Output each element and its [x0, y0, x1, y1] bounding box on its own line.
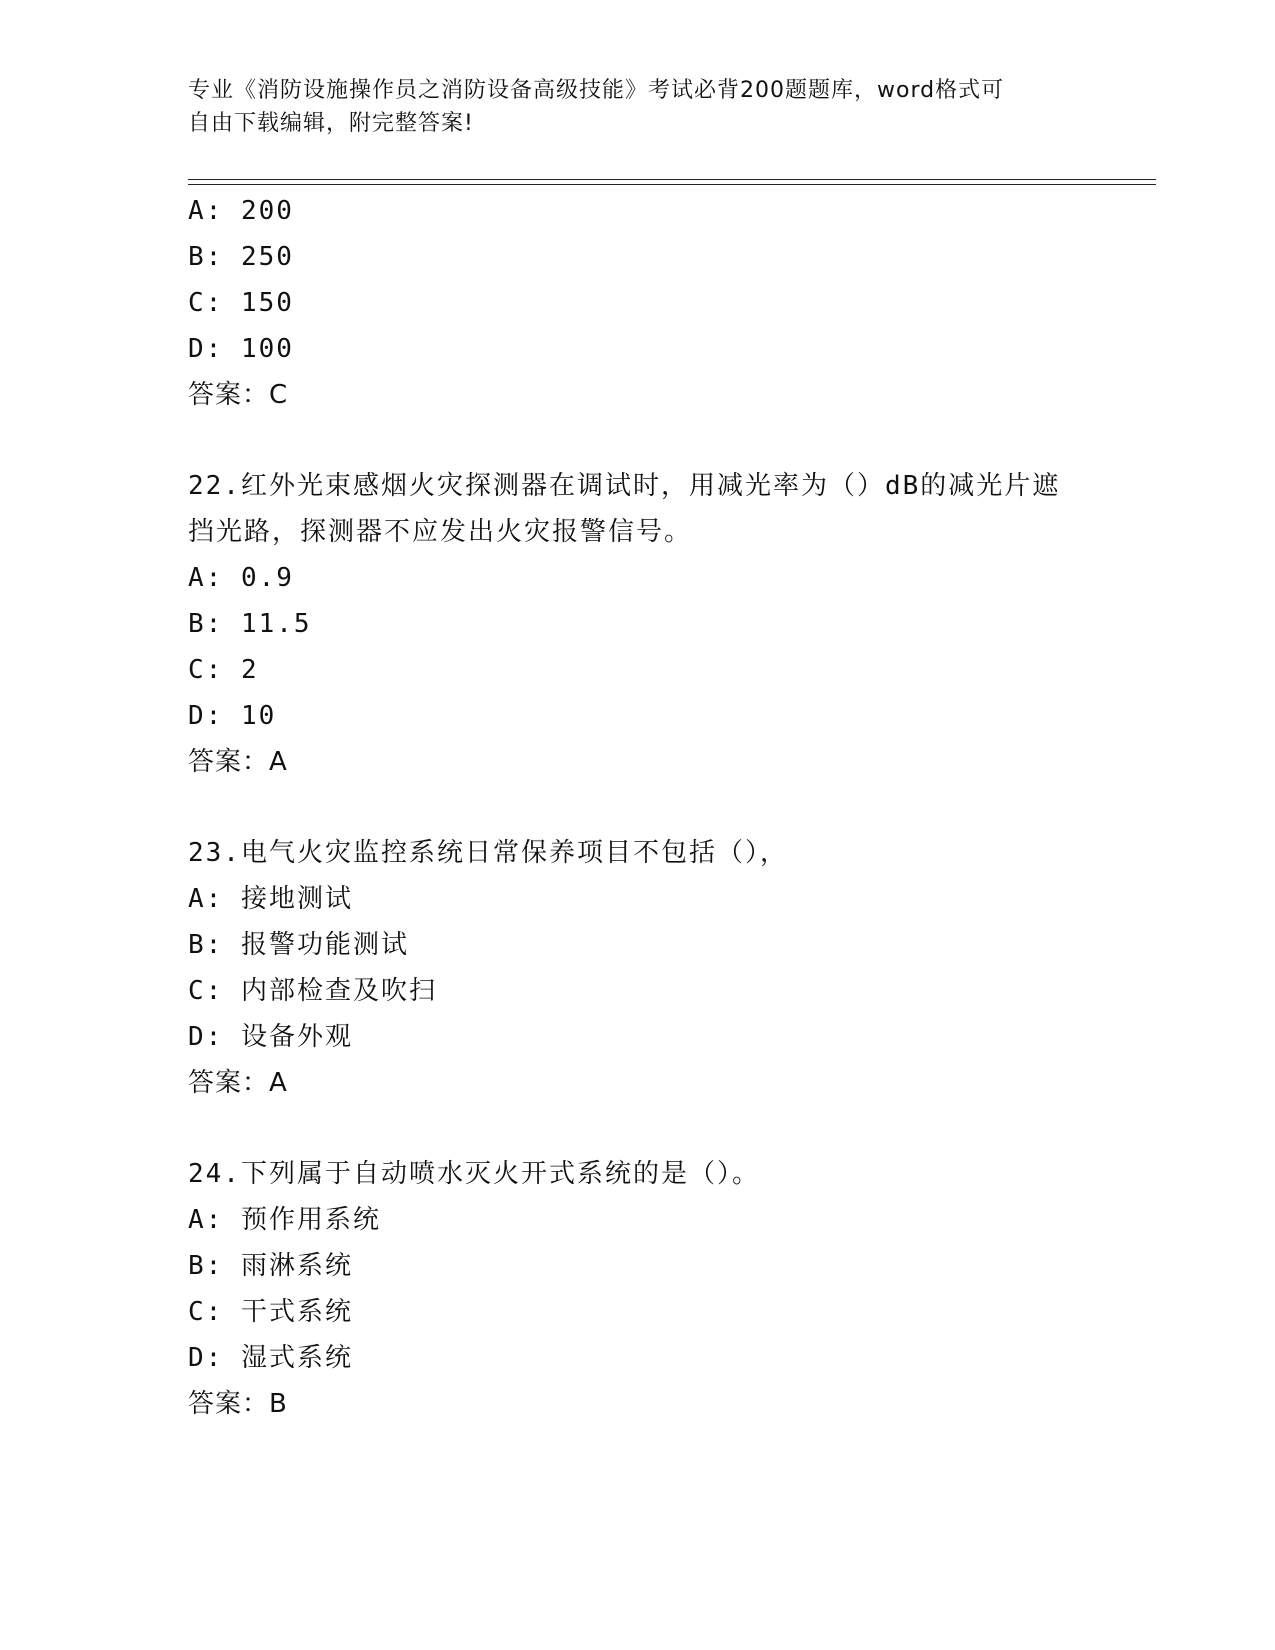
- header-divider-top: [188, 179, 1156, 180]
- option-b: B: 11.5: [188, 609, 312, 639]
- option-b: B: 雨淋系统: [188, 1251, 353, 1281]
- header-divider-bottom: [188, 184, 1156, 185]
- question-list: [188, 188, 1128, 1427]
- answer: 答案：B: [188, 1389, 288, 1419]
- option-b: B: 报警功能测试: [188, 930, 409, 960]
- header-line-2: 自由下载编辑，附完整答案!: [188, 111, 474, 136]
- answer: 答案：A: [188, 1068, 288, 1098]
- option-d: D: 湿式系统: [188, 1343, 353, 1373]
- header-line-1: 专业《消防设施操作员之消防设备高级技能》考试必背200题题库，word格式可: [188, 78, 1005, 103]
- option-a: A: 预作用系统: [188, 1205, 381, 1235]
- option-a: A: 接地测试: [188, 884, 353, 914]
- question-text: 24.下列属于自动喷水灭火开式系统的是（）。: [188, 1159, 760, 1189]
- question-22: [188, 463, 1128, 785]
- option-a: A: 0.9: [188, 563, 294, 593]
- option-d: D: 100: [188, 334, 294, 364]
- option-c: C: 干式系统: [188, 1297, 353, 1327]
- option-d: D: 10: [188, 701, 277, 731]
- question-24: [188, 1151, 1128, 1427]
- option-a: A: 200: [188, 196, 294, 226]
- question-text: 23.电气火灾监控系统日常保养项目不包括（），: [188, 838, 788, 868]
- question-text-line-1: 22.红外光束感烟火灾探测器在调试时，用减光率为（）dB的减光片遮: [188, 471, 1061, 501]
- option-c: C: 150: [188, 288, 294, 318]
- question-text-line-2: 挡光路，探测器不应发出火灾报警信号。: [188, 517, 693, 547]
- document-header: [188, 74, 1088, 140]
- question-23: [188, 830, 1128, 1106]
- option-c: C: 内部检查及吹扫: [188, 976, 437, 1006]
- question-21: [188, 188, 1128, 418]
- option-b: B: 250: [188, 242, 294, 272]
- option-c: C: 2: [188, 655, 259, 685]
- answer: 答案：A: [188, 747, 288, 777]
- answer: 答案：C: [188, 380, 289, 410]
- option-d: D: 设备外观: [188, 1022, 353, 1052]
